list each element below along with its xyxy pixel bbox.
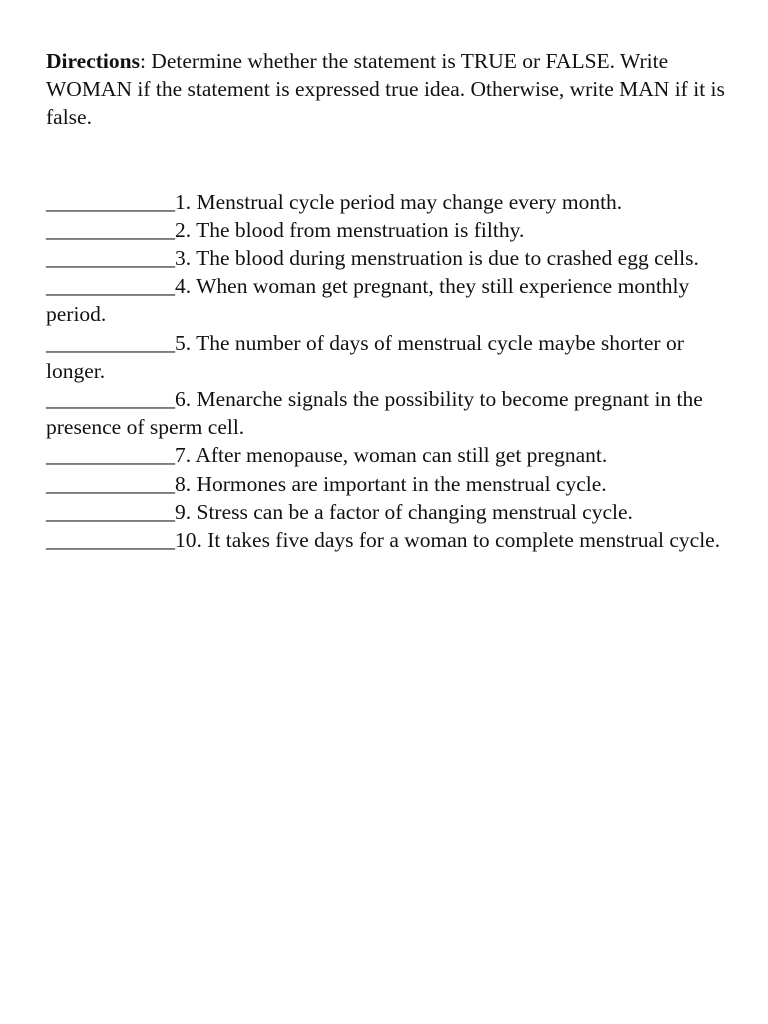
statement-text: 1. Menstrual cycle period may change every month. [175, 189, 623, 214]
statement-text: 3. The blood during menstruation is due to crashed egg cells. [175, 246, 699, 271]
statement-item-10 [46, 526, 736, 554]
statement-text: 2. The blood from menstruation is filthy. [175, 217, 525, 242]
directions-paragraph [46, 47, 736, 132]
statement-item-5 [46, 329, 736, 385]
statement-item-4 [46, 272, 736, 328]
answer-blank: ____________ [46, 189, 175, 214]
answer-blank: ____________ [46, 387, 175, 412]
statement-item-3 [46, 244, 736, 272]
answer-blank: ____________ [46, 443, 175, 468]
statement-item-7 [46, 441, 736, 469]
statement-item-2 [46, 216, 736, 244]
statement-item-8 [46, 470, 736, 498]
statement-list [46, 188, 736, 555]
statement-text: 10. It takes five days for a woman to complete menstrual cycle. [175, 528, 721, 553]
statement-item-6 [46, 385, 736, 441]
answer-blank: ____________ [46, 528, 175, 553]
worksheet-page [46, 47, 736, 554]
statement-text: 9. Stress can be a factor of changing menstrual cycle. [175, 499, 633, 524]
statement-text: 6. Menarche signals the possibility to become pregnant in the presence of sperm cell. [46, 387, 703, 440]
statement-item-9 [46, 498, 736, 526]
statement-text: 5. The number of days of menstrual cycle maybe shorter or longer. [46, 330, 684, 383]
answer-blank: ____________ [46, 274, 175, 299]
answer-blank: ____________ [46, 217, 175, 242]
directions-label: Directions [46, 49, 140, 73]
statement-item-1 [46, 188, 736, 216]
answer-blank: ____________ [46, 330, 175, 355]
answer-blank: ____________ [46, 471, 175, 496]
statement-text: 7. After menopause, woman can still get pregnant. [175, 443, 608, 468]
directions-text: : Determine whether the statement is TRUE or FALSE. Write WOMAN if the statement is expressed true idea. Otherwise, write MAN if it is false. [46, 49, 725, 130]
statement-text: 4. When woman get pregnant, they still experience monthly period. [46, 274, 690, 327]
answer-blank: ____________ [46, 499, 175, 524]
statement-text: 8. Hormones are important in the menstrual cycle. [175, 471, 607, 496]
answer-blank: ____________ [46, 246, 175, 271]
